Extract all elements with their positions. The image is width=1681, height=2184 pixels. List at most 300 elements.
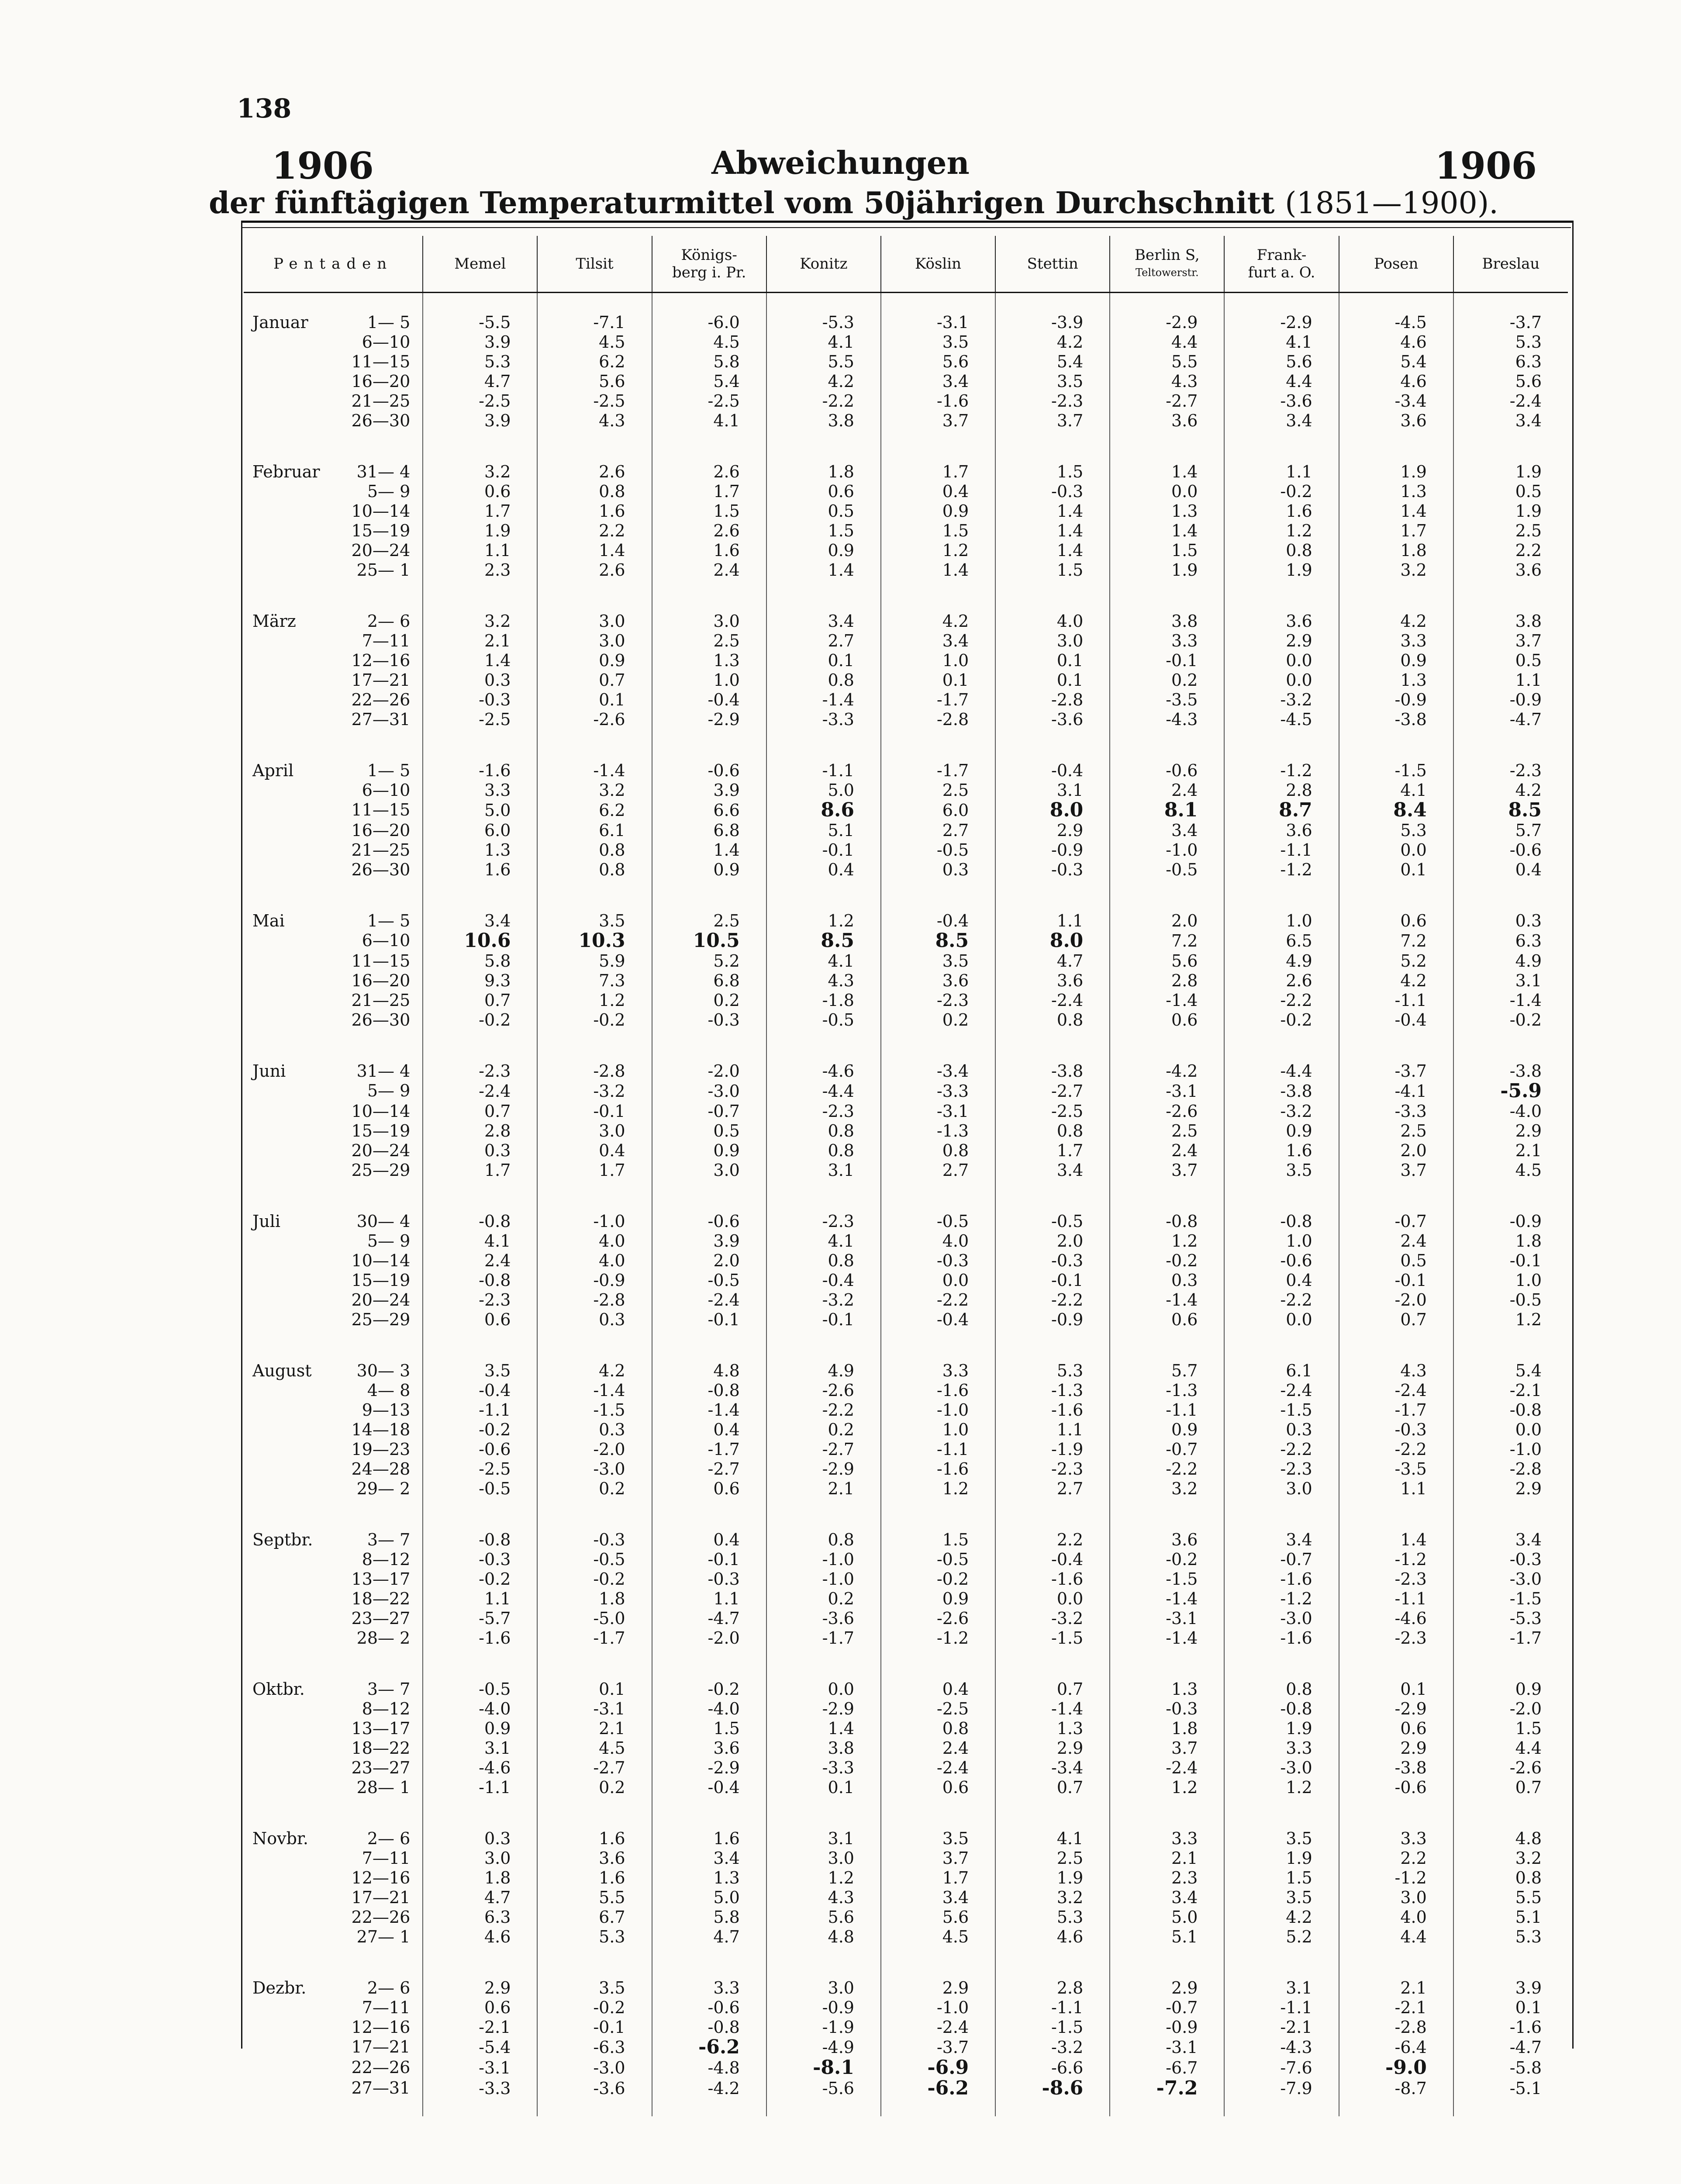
- table-row: [244, 1628, 1568, 1648]
- table-cell: [537, 690, 652, 710]
- table-row: [244, 1927, 1568, 1947]
- table-cell: [1339, 332, 1453, 352]
- cell-value: 3.6: [1286, 821, 1312, 840]
- table-cell: [881, 411, 995, 431]
- cell-value: 1.5: [713, 1719, 740, 1738]
- cell-value: 5.7: [1515, 821, 1542, 840]
- cell-value: -2.5: [479, 391, 511, 411]
- cell-value: 3.8: [828, 1738, 854, 1758]
- table-cell: [537, 560, 652, 580]
- table-cell: [1453, 1231, 1568, 1251]
- cell-value: 1.8: [484, 1868, 511, 1887]
- cell-value: 1.0: [1286, 1231, 1312, 1251]
- table-cell: [1110, 1569, 1224, 1589]
- cell-value: 1.1: [713, 1589, 740, 1608]
- cell-value: 0.8: [828, 1251, 854, 1270]
- cell-value: 0.8: [599, 840, 625, 860]
- cell-value: 5.8: [484, 951, 511, 971]
- table-cell: [537, 1010, 652, 1030]
- cell-value: -3.7: [1395, 1061, 1427, 1081]
- table-cell: [995, 931, 1110, 951]
- table-cell: [1224, 1778, 1339, 1797]
- table-cell: [995, 951, 1110, 971]
- table-cell: [1453, 482, 1568, 501]
- table-cell: [1453, 521, 1568, 541]
- cell-value: 0.8: [942, 1719, 969, 1738]
- cell-value: 3.4: [1286, 411, 1312, 430]
- cell-value: 4.2: [1056, 332, 1084, 352]
- column-header-line2: Teltowerstr.: [1136, 266, 1199, 279]
- cell-value: -0.7: [1166, 1998, 1198, 2017]
- cell-value: -3.3: [822, 1758, 854, 1777]
- table-cell: [881, 541, 995, 560]
- table-cell: [1453, 1459, 1568, 1479]
- cell-value: 5.5: [599, 1888, 625, 1907]
- cell-value: -0.5: [936, 1550, 969, 1569]
- table-cell: [1339, 1121, 1453, 1141]
- table-cell: [766, 2018, 881, 2037]
- cell-value: -0.5: [708, 1271, 740, 1290]
- table-cell: [537, 800, 652, 821]
- cell-value: -2.3: [1395, 1628, 1427, 1648]
- cell-value: 2.9: [1171, 1978, 1198, 1997]
- cell-value: 2.3: [1171, 1868, 1198, 1887]
- table-cell: [766, 2058, 881, 2078]
- table-cell: [881, 1628, 995, 1648]
- cell-value: -1.9: [822, 2018, 854, 2037]
- table-row: [244, 1778, 1568, 1797]
- cell-value: -0.5: [593, 1550, 625, 1569]
- cell-value: -1.4: [1166, 1290, 1198, 1310]
- pentade-label: [244, 931, 423, 951]
- table-cell: [537, 1699, 652, 1719]
- table-cell: [1453, 1400, 1568, 1420]
- cell-value: 1.3: [713, 1868, 740, 1887]
- table-cell: [1453, 1161, 1568, 1180]
- cell-value: -0.2: [1166, 1251, 1198, 1270]
- table-cell: [537, 521, 652, 541]
- cell-value: 5.0: [828, 781, 854, 800]
- cell-value: 0.1: [1056, 670, 1084, 690]
- cell-value: 2.4: [713, 560, 740, 580]
- table-cell: [1110, 1609, 1224, 1628]
- cell-value: -0.5: [1166, 860, 1198, 879]
- cell-value: 0.9: [599, 651, 625, 670]
- cell-value: -2.9: [822, 1699, 854, 1718]
- cell-value: -3.0: [1280, 1758, 1312, 1777]
- cell-value: 0.2: [828, 1589, 854, 1608]
- table-cell: [995, 1530, 1110, 1550]
- table-cell: [881, 1290, 995, 1310]
- table-cell: [423, 1719, 537, 1738]
- table-cell: [881, 951, 995, 971]
- table-cell: [766, 1888, 881, 1908]
- table-cell: [1453, 821, 1568, 840]
- cell-value: 2.7: [828, 631, 854, 650]
- table-cell: [766, 411, 881, 431]
- cell-value: -1.0: [593, 1212, 625, 1231]
- cell-value: -0.2: [1280, 1010, 1312, 1030]
- pentade-label: [244, 1679, 423, 1699]
- table-cell: [881, 1849, 995, 1868]
- table-cell: [1224, 1829, 1339, 1849]
- cell-value: -0.6: [1395, 1778, 1427, 1797]
- column-header-line2: furt a. O.: [1248, 264, 1315, 281]
- pentade-range: 22—26: [351, 690, 411, 709]
- cell-value: -0.3: [1051, 1251, 1084, 1270]
- cell-value: -2.2: [1166, 1459, 1198, 1479]
- table-cell: [881, 2037, 995, 2058]
- cell-value: 1.5: [713, 501, 740, 521]
- cell-value: 2.9: [1056, 821, 1084, 840]
- table-cell: [423, 781, 537, 800]
- table-row: [244, 781, 1568, 800]
- table-cell: [652, 821, 766, 840]
- cell-value: 3.7: [1515, 631, 1542, 650]
- table-row: [244, 1361, 1568, 1381]
- column-header-line1: Frank-: [1256, 246, 1307, 264]
- table-cell: [423, 1310, 537, 1330]
- cell-value: -0.3: [479, 1550, 511, 1569]
- table-cell: [652, 1679, 766, 1699]
- table-cell: [1110, 1589, 1224, 1609]
- cell-value: 3.5: [1286, 1161, 1312, 1180]
- cell-value: -0.6: [479, 1440, 511, 1459]
- cell-value: -4.2: [708, 2079, 740, 2098]
- table-cell: [537, 971, 652, 991]
- table-cell: [766, 651, 881, 670]
- table-cell: [1224, 1212, 1339, 1231]
- table-row: [244, 332, 1568, 352]
- table-cell: [766, 1530, 881, 1550]
- cell-value: 0.3: [599, 1420, 625, 1439]
- cell-value: 1.4: [1056, 501, 1084, 521]
- cell-value: -0.1: [708, 1550, 740, 1569]
- cell-value: 0.0: [1286, 651, 1312, 670]
- table-cell: [1453, 1778, 1568, 1797]
- pentade-range: 10—14: [351, 1251, 411, 1270]
- cell-value: 1.5: [1056, 560, 1084, 580]
- table-cell: [881, 1310, 995, 1330]
- table-cell: [1110, 670, 1224, 690]
- table-cell: [1110, 1927, 1224, 1947]
- table-cell: [766, 710, 881, 729]
- table-cell: [652, 1290, 766, 1310]
- table-cell: [1339, 1998, 1453, 2018]
- table-cell: [1339, 2037, 1453, 2058]
- table-cell: [423, 1290, 537, 1310]
- table-cell: [995, 1908, 1110, 1927]
- pentade-label: [244, 1609, 423, 1628]
- table-cell: [1224, 372, 1339, 391]
- cell-value: -0.4: [1395, 1010, 1427, 1030]
- table-cell: [881, 1081, 995, 1102]
- table-row: [244, 1102, 1568, 1121]
- cell-value: -1.6: [936, 391, 969, 411]
- cell-value: 7.2: [1400, 931, 1427, 950]
- cell-value: 4.9: [828, 1361, 854, 1380]
- cell-value: -1.6: [1051, 1400, 1084, 1420]
- cell-value: 4.5: [599, 1738, 625, 1758]
- cell-value: 6.3: [1515, 931, 1542, 950]
- column-header: [766, 236, 881, 293]
- group-spacer: [244, 1499, 1568, 1530]
- table-cell: [1453, 1888, 1568, 1908]
- cell-value: 0.4: [1515, 860, 1542, 879]
- pentade-label: [244, 1550, 423, 1569]
- cell-value: -3.9: [1051, 313, 1084, 332]
- cell-value: -2.4: [1051, 991, 1084, 1010]
- table-cell: [1339, 1829, 1453, 1849]
- cell-value: 1.5: [828, 521, 854, 540]
- cell-value: -0.4: [936, 1310, 969, 1329]
- cell-value: 1.8: [1400, 541, 1427, 560]
- table-cell: [766, 1569, 881, 1589]
- table-cell: [1224, 391, 1339, 411]
- table-cell: [1110, 931, 1224, 951]
- cell-value: -0.2: [479, 1420, 511, 1439]
- pentade-label: [244, 612, 423, 631]
- cell-value: -0.9: [1051, 840, 1084, 860]
- cell-value: 2.9: [942, 1978, 969, 1997]
- table-cell: [1224, 1459, 1339, 1479]
- cell-value: 0.2: [713, 991, 740, 1010]
- table-cell: [1224, 1420, 1339, 1440]
- table-cell: [995, 1569, 1110, 1589]
- group-spacer: [244, 1180, 1568, 1212]
- table-cell: [995, 991, 1110, 1010]
- table-cell: [766, 313, 881, 332]
- year-left: 1906: [272, 144, 374, 187]
- table-cell: [1339, 800, 1453, 821]
- table-cell: [423, 501, 537, 521]
- table-cell: [652, 1589, 766, 1609]
- table-cell: [652, 1849, 766, 1868]
- table-cell: [766, 670, 881, 690]
- cell-value: 8.5: [1508, 799, 1542, 821]
- table-cell: [881, 2078, 995, 2099]
- cell-value: -2.3: [936, 991, 969, 1010]
- cell-value: -0.5: [936, 1212, 969, 1231]
- table-cell: [766, 501, 881, 521]
- table-cell: [652, 1400, 766, 1420]
- table-cell: [1453, 781, 1568, 800]
- cell-value: -4.3: [1166, 710, 1198, 729]
- table-cell: [995, 1778, 1110, 1797]
- cell-value: -1.6: [1280, 1569, 1312, 1589]
- cell-value: 0.6: [484, 482, 511, 501]
- table-cell: [1339, 1459, 1453, 1479]
- table-cell: [1224, 911, 1339, 931]
- cell-value: 1.0: [1515, 1271, 1542, 1290]
- table-cell: [423, 840, 537, 860]
- table-cell: [766, 1849, 881, 1868]
- table-cell: [537, 1530, 652, 1550]
- table-cell: [1453, 1251, 1568, 1271]
- table-cell: [1453, 391, 1568, 411]
- month-label: August: [252, 1361, 312, 1380]
- column-header: [1453, 236, 1568, 293]
- pentade-range: 7—11: [362, 1998, 411, 2017]
- cell-value: -0.5: [479, 1679, 511, 1699]
- table-cell: [995, 1381, 1110, 1400]
- cell-value: 3.0: [599, 631, 625, 650]
- cell-value: 1.4: [828, 560, 854, 580]
- cell-value: -0.3: [1051, 482, 1084, 501]
- pentade-range: 31— 4: [356, 462, 411, 481]
- cell-value: 4.7: [713, 1927, 740, 1946]
- table-cell: [1339, 2058, 1453, 2078]
- table-cell: [652, 1010, 766, 1030]
- pentade-range: 22—26: [351, 1908, 411, 1927]
- cell-value: 2.8: [1056, 1978, 1084, 1997]
- cell-value: 4.5: [942, 1927, 969, 1946]
- table-row: [244, 521, 1568, 541]
- cell-value: -0.9: [822, 1998, 854, 2017]
- cell-value: 3.2: [484, 462, 511, 481]
- table-cell: [1339, 1271, 1453, 1290]
- table-row: [244, 1400, 1568, 1420]
- pentade-range: 15—19: [351, 1121, 411, 1140]
- table-cell: [652, 1868, 766, 1888]
- table-cell: [766, 1927, 881, 1947]
- cell-value: -4.4: [1280, 1061, 1312, 1081]
- table-cell: [423, 1589, 537, 1609]
- table-cell: [1110, 761, 1224, 781]
- table-cell: [537, 991, 652, 1010]
- pentade-range: 6—10: [362, 332, 411, 352]
- table-cell: [423, 1679, 537, 1699]
- cell-value: -0.1: [593, 1102, 625, 1121]
- table-cell: [1339, 1061, 1453, 1081]
- table-cell: [423, 1609, 537, 1628]
- cell-value: 1.2: [1286, 1778, 1312, 1797]
- table-cell: [537, 1141, 652, 1161]
- table-cell: [1453, 560, 1568, 580]
- cell-value: 0.8: [828, 670, 854, 690]
- cell-value: 0.9: [713, 1141, 740, 1160]
- cell-value: 0.0: [942, 1271, 969, 1290]
- table-cell: [1110, 1440, 1224, 1459]
- cell-value: 5.6: [1171, 951, 1198, 971]
- table-cell: [881, 1361, 995, 1381]
- table-cell: [1110, 1420, 1224, 1440]
- cell-value: 1.2: [1171, 1231, 1198, 1251]
- cell-value: -7.2: [1156, 2077, 1198, 2099]
- table-cell: [766, 931, 881, 951]
- cell-value: -0.4: [708, 690, 740, 709]
- table-cell: [995, 1310, 1110, 1330]
- cell-value: -0.8: [479, 1530, 511, 1549]
- cell-value: 0.9: [942, 501, 969, 521]
- month-label: Mai: [252, 911, 285, 930]
- table-cell: [652, 951, 766, 971]
- cell-value: 3.1: [1286, 1978, 1312, 1997]
- table-cell: [1453, 1141, 1568, 1161]
- cell-value: -0.4: [1051, 761, 1084, 780]
- cell-value: -1.2: [1280, 1589, 1312, 1608]
- pentade-label: [244, 1888, 423, 1908]
- cell-value: 0.5: [828, 501, 854, 521]
- table-row: [244, 391, 1568, 411]
- cell-value: 4.7: [484, 372, 511, 391]
- column-header-line2: berg i. Pr.: [672, 264, 746, 281]
- table-cell: [995, 1829, 1110, 1849]
- table-cell: [537, 651, 652, 670]
- table-row: [244, 1719, 1568, 1738]
- cell-value: -4.0: [1509, 1102, 1542, 1121]
- table-cell: [537, 352, 652, 372]
- table-cell: [652, 372, 766, 391]
- table-cell: [652, 313, 766, 332]
- cell-value: 3.1: [828, 1829, 854, 1848]
- cell-value: 8.7: [1279, 799, 1312, 821]
- cell-value: -0.9: [593, 1271, 625, 1290]
- table-row: [244, 800, 1568, 821]
- table-cell: [652, 1420, 766, 1440]
- table-cell: [1224, 1010, 1339, 1030]
- table-cell: [881, 462, 995, 482]
- cell-value: -2.4: [1280, 1381, 1312, 1400]
- table-cell: [1339, 1161, 1453, 1180]
- table-cell: [537, 1121, 652, 1141]
- cell-value: -1.4: [593, 1381, 625, 1400]
- table-row: [244, 651, 1568, 670]
- table-cell: [1453, 761, 1568, 781]
- table-cell: [766, 521, 881, 541]
- column-header: [1339, 236, 1453, 293]
- cell-value: 2.1: [828, 1479, 854, 1498]
- cell-value: -2.7: [1166, 391, 1198, 411]
- table-row: [244, 1420, 1568, 1440]
- cell-value: -2.3: [822, 1102, 854, 1121]
- pentade-range: 26—30: [351, 860, 411, 879]
- table-cell: [995, 313, 1110, 332]
- table-row: [244, 1530, 1568, 1550]
- cell-value: 5.4: [1056, 352, 1084, 371]
- table-cell: [423, 411, 537, 431]
- cell-value: -4.0: [479, 1699, 511, 1718]
- table-cell: [423, 1758, 537, 1778]
- table-cell: [1339, 951, 1453, 971]
- cell-value: -2.5: [593, 391, 625, 411]
- table-cell: [423, 1459, 537, 1479]
- table-cell: [995, 1141, 1110, 1161]
- table-cell: [1453, 1589, 1568, 1609]
- cell-value: -0.8: [708, 1381, 740, 1400]
- cell-value: -5.8: [1509, 2058, 1542, 2077]
- cell-value: 4.3: [828, 971, 854, 990]
- table-cell: [1453, 951, 1568, 971]
- pentade-range: 31— 4: [356, 1061, 411, 1081]
- table-cell: [1110, 2078, 1224, 2099]
- table-cell: [423, 971, 537, 991]
- table-cell: [537, 1161, 652, 1180]
- table-cell: [1224, 1699, 1339, 1719]
- table-cell: [423, 2078, 537, 2099]
- table-cell: [1224, 1888, 1339, 1908]
- cell-value: 4.4: [1286, 372, 1312, 391]
- pentade-range: 17—21: [351, 1888, 411, 1907]
- table-cell: [766, 1271, 881, 1290]
- group-spacer: [244, 880, 1568, 911]
- cell-value: -3.2: [822, 1290, 854, 1310]
- cell-value: 1.9: [1515, 501, 1542, 521]
- pentade-label: [244, 1569, 423, 1589]
- cell-value: -1.6: [1280, 1628, 1312, 1648]
- pentade-label: [244, 631, 423, 651]
- cell-value: -0.5: [1509, 1290, 1542, 1310]
